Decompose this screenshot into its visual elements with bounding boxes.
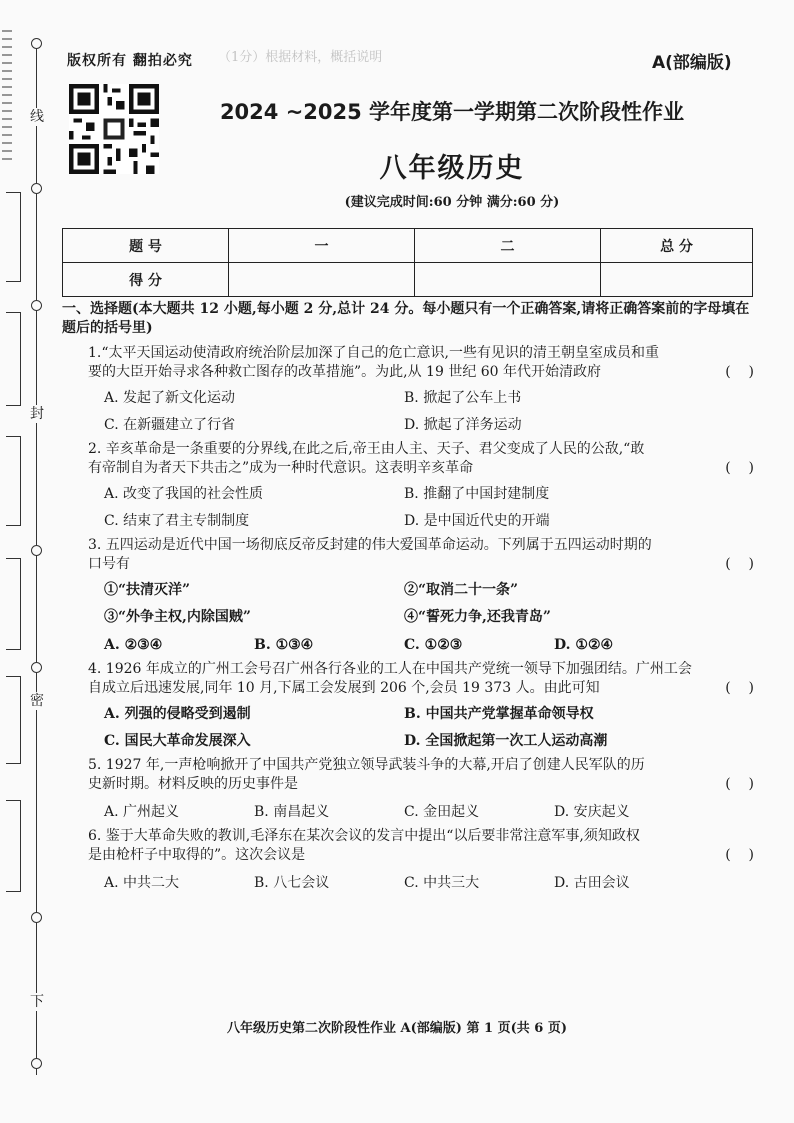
score-input-part2[interactable] [415, 263, 601, 297]
score-cell-part2: 二 [415, 229, 601, 263]
question-4 [62, 660, 754, 751]
question-stem-line: 4. 1926 年成立的广州工会号召广州各行各业的工人在中国共产党统一领导下加强团结。广州工会 [88, 661, 692, 677]
question-stem-row [62, 555, 754, 574]
question-stem-row [62, 846, 754, 865]
binding-char-xia: 下 [30, 994, 44, 1010]
binding-char-mi: 密 [30, 693, 44, 709]
answer-parentheses[interactable]: ( ) [725, 776, 754, 792]
answer-parentheses[interactable]: ( ) [725, 556, 754, 572]
score-input-total[interactable] [601, 263, 753, 297]
score-input-part1[interactable] [229, 263, 415, 297]
option-d: D. ①②④ [554, 637, 614, 653]
binding-circle [31, 183, 42, 194]
binding-circle [31, 912, 42, 923]
option-b: B. 推翻了中国封建制度 [404, 486, 550, 502]
option-b: B. 南昌起义 [254, 804, 330, 820]
slogans-grid [62, 581, 754, 627]
options-grid [62, 389, 754, 435]
question-stem-line: 5. 1927 年,一声枪响掀开了中国共产党独立领导武装斗争的大幕,开启了创建人民军队的历 [88, 757, 645, 773]
option-d: D. 全国掀起第一次工人运动高潮 [404, 733, 608, 749]
score-cell-label: 得 分 [63, 263, 229, 297]
edition-label: A(部编版) [652, 53, 732, 73]
binding-char-xian: 线 [30, 109, 44, 125]
options-row [62, 636, 754, 655]
options-row [62, 803, 754, 822]
option-a: A. 列强的侵略受到遏制 [104, 706, 251, 722]
copyright-notice: 版权所有 翻拍必究 [67, 53, 193, 69]
question-1 [62, 344, 754, 435]
binding-circle [31, 662, 42, 673]
score-table-header-row [63, 229, 753, 263]
question-stem-line: 自成立后迅速发展,同年 10 月,下属工会发展到 206 个,会员 19 373 人。由此可知 [88, 680, 600, 696]
options-grid [62, 485, 754, 531]
option-b: B. 八七会议 [254, 875, 330, 891]
slogan-3: ③“外争主权,内除国贼” [104, 609, 251, 625]
option-a: A. 广州起义 [104, 804, 180, 820]
option-c: C. 金田起义 [404, 804, 480, 820]
option-c: C. 结束了君主专制制度 [104, 513, 250, 529]
question-stem-line: 6. 鉴于大革命失败的教训,毛泽东在某次会议的发言中提出“以后要非常注意军事,须知政权 [88, 828, 640, 844]
binding-margin [0, 0, 48, 1123]
score-cell-total: 总 分 [601, 229, 753, 263]
binding-bracket [6, 436, 21, 526]
option-d: D. 安庆起义 [554, 804, 630, 820]
subject-title: 八年级历史 [379, 153, 525, 184]
section-heading: 一、选择题(本大题共 12 小题,每小题 2 分,总计 24 分。每小题只有一个正确答案,请将正确答案前的字母填在题后的括号里) [62, 301, 750, 336]
answer-parentheses[interactable]: ( ) [725, 847, 754, 863]
question-5 [62, 756, 754, 822]
page-footer: 八年级历史第二次阶段性作业 A(部编版) 第 1 页(共 6 页) [227, 1021, 567, 1036]
option-a: A. 中共二大 [104, 875, 180, 891]
question-stem-line: 要的大臣开始寻求各种救亡图存的改革措施”。为此,从 19 世纪 60 年代开始清政府 [88, 364, 602, 380]
exam-title: 2024 ~2025 学年度第一学期第二次阶段性作业 [219, 100, 685, 124]
binding-char-feng: 封 [30, 406, 44, 422]
question-2 [62, 440, 754, 531]
binding-circle [31, 300, 42, 311]
option-d: D. 掀起了洋务运动 [404, 417, 522, 433]
answer-parentheses[interactable]: ( ) [725, 364, 754, 380]
binding-bracket [6, 676, 21, 764]
question-stem-line: 是由枪杆子中取得的”。这次会议是 [88, 847, 306, 863]
slogan-1: ①“扶清灭洋” [104, 582, 191, 598]
binding-bracket [6, 312, 21, 406]
score-table [62, 228, 753, 297]
option-b: B. 掀起了公车上书 [404, 390, 522, 406]
option-b: B. ①③④ [254, 637, 314, 653]
option-d: D. 古田会议 [554, 875, 630, 891]
binding-circle [31, 38, 42, 49]
answer-parentheses[interactable]: ( ) [725, 460, 754, 476]
question-stem-line: 3. 五四运动是近代中国一场彻底反帝反封建的伟大爱国革命运动。下列属于五四运动时期的 [88, 537, 652, 553]
option-b: B. 中国共产党掌握革命领导权 [404, 706, 594, 722]
question-stem-line: 口号有 [88, 556, 130, 572]
option-a: A. ②③④ [104, 637, 163, 653]
question-stem-row [62, 363, 754, 382]
score-table-score-row [63, 263, 753, 297]
slogan-2: ②“取消二十一条” [404, 582, 519, 598]
binding-bracket [6, 192, 21, 282]
option-a: A. 改变了我国的社会性质 [104, 486, 264, 502]
question-stem-row [62, 459, 754, 478]
score-cell-label: 题 号 [63, 229, 229, 263]
option-c: C. ①②③ [404, 637, 463, 653]
question-stem-line: 1.“太平天国运动使清政府统治阶层加深了自己的危亡意识,一些有见识的清王朝皇室成员和重 [88, 345, 659, 361]
option-d: D. 是中国近代史的开端 [404, 513, 550, 529]
qr-code [67, 84, 161, 174]
question-6 [62, 827, 754, 893]
question-stem-row [62, 679, 754, 698]
options-grid [62, 705, 754, 751]
options-row [62, 874, 754, 893]
question-3 [62, 536, 754, 655]
bleed-through-text: （1分）根据材料，概括说明 [218, 50, 383, 65]
option-a: A. 发起了新文化运动 [104, 390, 236, 406]
binding-circle [31, 1058, 42, 1069]
question-stem-line: 史新时期。材料反映的历史事件是 [88, 776, 298, 792]
questions-area [62, 300, 754, 893]
score-cell-part1: 一 [229, 229, 415, 263]
answer-parentheses[interactable]: ( ) [725, 680, 754, 696]
binding-bracket [6, 558, 21, 650]
question-stem-row [62, 775, 754, 794]
option-c: C. 在新疆建立了行省 [104, 417, 236, 433]
slogan-4: ④“誓死力争,还我青岛” [404, 609, 551, 625]
option-c: C. 国民大革命发展深入 [104, 733, 251, 749]
time-score-note: (建议完成时间:60 分钟 满分:60 分) [344, 195, 560, 210]
binding-circle [31, 545, 42, 556]
option-c: C. 中共三大 [404, 875, 480, 891]
binding-holes [2, 30, 12, 160]
question-stem-line: 2. 辛亥革命是一条重要的分界线,在此之后,帝王由人主、天子、君父变成了人民的公敌,“敢 [88, 441, 645, 457]
question-stem-line: 有帝制自为者天下共击之”成为一种时代意识。这表明辛亥革命 [88, 460, 474, 476]
binding-bracket [6, 800, 21, 892]
